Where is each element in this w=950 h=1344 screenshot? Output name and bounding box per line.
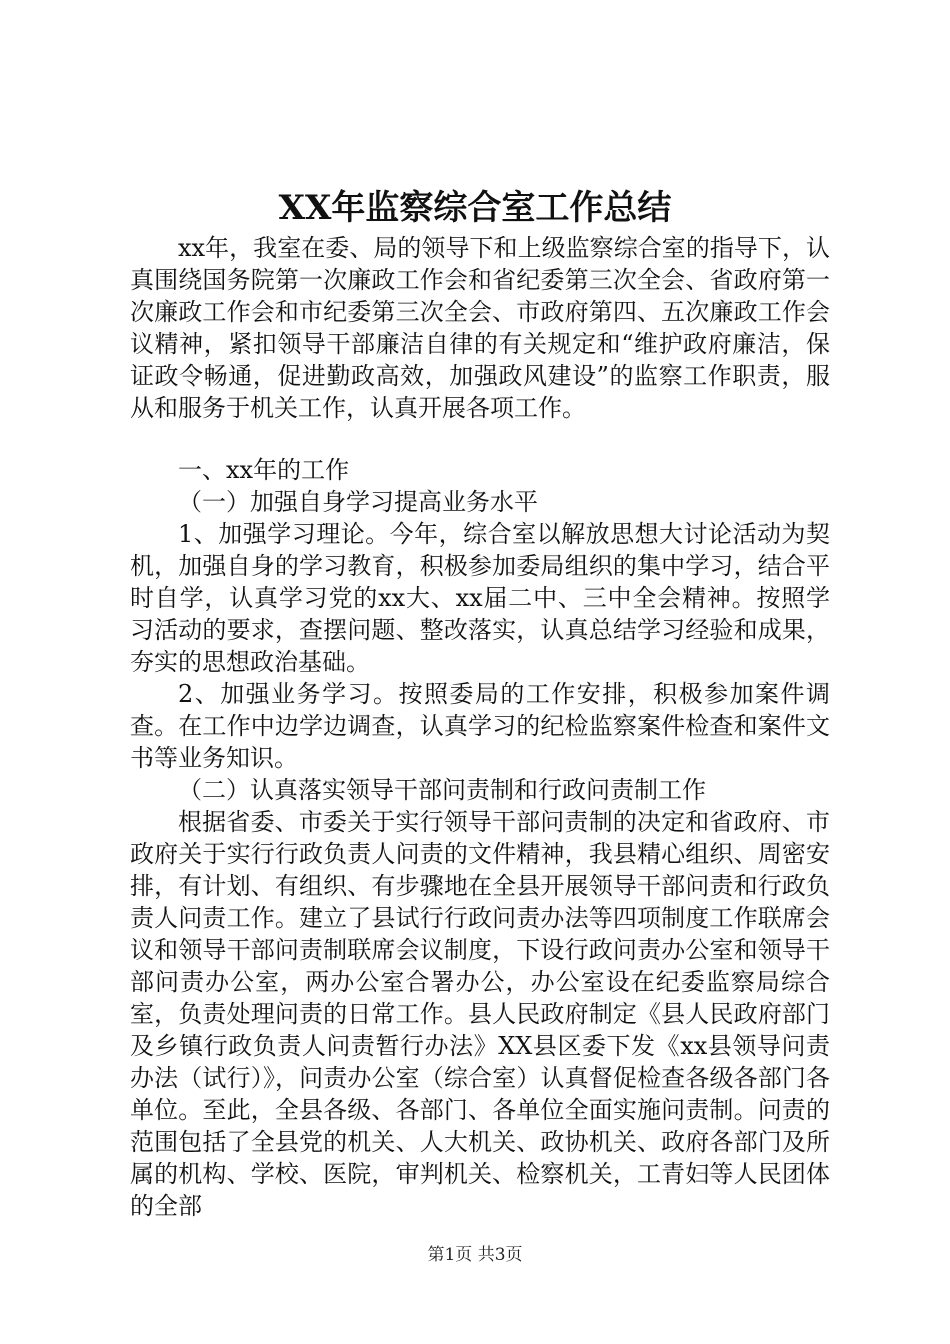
accountability-paragraph: 根据省委、市委关于实行领导干部问责制的决定和省政府、市政府关于实行行政负责人问责的文件精神，我县精心组织、周密安排，有计划、有组织、有步骤地在全县开展领导干部问责和行政负责人问责工作。建立了县试行行政问责办法等四项制度工作联席会议和领导干部问责制联席会议制度，下设行政问责办公室和领导干部问责办公室，两办公室合署办公，办公室设在纪委监察局综合室，负责处理问责的日常工作。县人民政府制定《县人民政府部门及乡镇行政负责人问责暂行办法》XX县区委下发《xx县领导问责办法（试行）》，问责办公室（综合室）认真督促检查各级各部门各单位。至此，全县各级、各部门、各单位全面实施问责制。问责的范围包括了全县党的机关、人大机关、政协机关、政府各部门及所属的机构、学校、医院，审判机关、检察机关，工青妇等人民团体的全部 xyxy=(130,808,830,1220)
item-paragraph-2: 2、加强业务学习。按照委局的工作安排，积极参加案件调查。在工作中边学边调查，认真学习的纪检监察案件检查和案件文书等业务知识。 xyxy=(130,680,830,772)
subsection-heading-2: （二）认真落实领导干部问责制和行政问责制工作 xyxy=(178,776,706,804)
intro-paragraph: xx年，我室在委、局的领导下和上级监察综合室的指导下，认真围绕国务院第一次廉政工作会和省纪委第三次全会、省政府第一次廉政工作会和市纪委第三次全会、市政府第四、五次廉政工作会议精神，紧扣领导干部廉洁自律的有关规定和“维护政府廉洁，保证政令畅通，促进勤政高效，加强政风建设”的监察工作职责，服从和服务于机关工作，认真开展各项工作。 xyxy=(130,234,830,422)
item-paragraph-1: 1、加强学习理论。今年，综合室以解放思想大讨论活动为契机，加强自身的学习教育，积极参加委局组织的集中学习，结合平时自学，认真学习党的xx大、xx届二中、三中全会精神。按照学习活动的要求，查摆问题、整改落实，认真总结学习经验和成果，夯实的思想政治基础。 xyxy=(130,520,830,676)
section-heading-1: 一、xx年的工作 xyxy=(178,456,350,484)
paragraph-spacer xyxy=(130,424,830,454)
document-title: XX年监察综合室工作总结 xyxy=(278,188,672,228)
document-body xyxy=(130,232,830,1222)
subsection-heading-1: （一）加强自身学习提高业务水平 xyxy=(178,488,538,516)
page-number-footer: 第1页 共3页 xyxy=(427,1245,523,1265)
